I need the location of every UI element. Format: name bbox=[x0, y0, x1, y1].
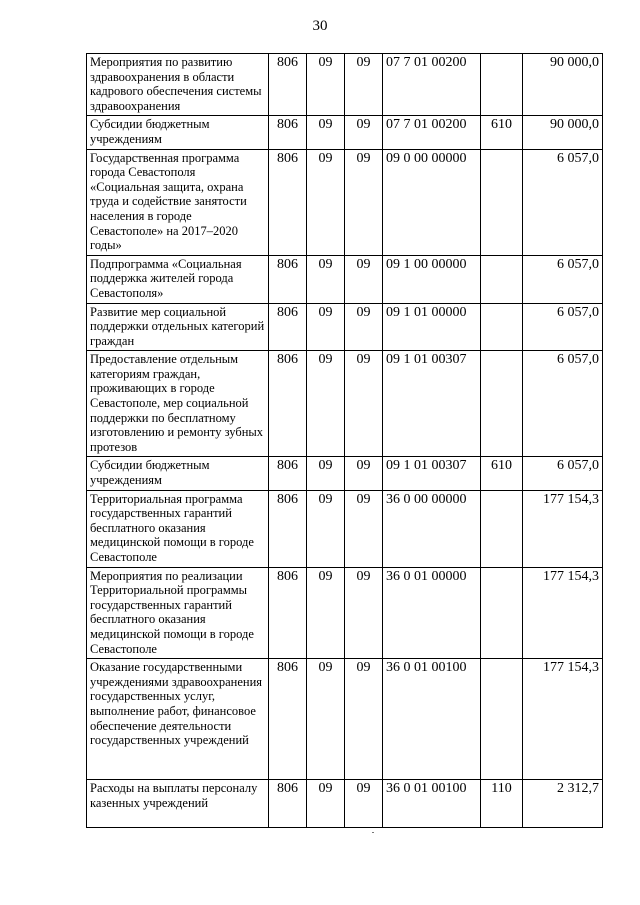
section-code: 09 bbox=[307, 116, 345, 149]
table-row bbox=[87, 303, 603, 351]
subsection-code: 09 bbox=[345, 659, 383, 780]
expense-type-code bbox=[481, 255, 523, 303]
target-code: 09 1 00 00000 bbox=[383, 255, 481, 303]
table-row bbox=[87, 149, 603, 255]
table-row bbox=[87, 116, 603, 149]
section-code: 09 bbox=[307, 255, 345, 303]
target-code: 36 0 01 00000 bbox=[383, 567, 481, 659]
row-name: Подпрограмма «Социальная поддержка жителей города Севастополя» bbox=[87, 255, 269, 303]
table-row bbox=[87, 780, 603, 828]
table-row bbox=[87, 457, 603, 490]
budget-table bbox=[86, 53, 603, 828]
target-code: 07 7 01 00200 bbox=[383, 54, 481, 116]
row-name: Субсидии бюджетным учреждениям bbox=[87, 457, 269, 490]
table-row bbox=[87, 54, 603, 116]
ministry-code: 806 bbox=[269, 116, 307, 149]
ministry-code: 806 bbox=[269, 490, 307, 567]
target-code: 09 1 01 00307 bbox=[383, 351, 481, 457]
section-code: 09 bbox=[307, 149, 345, 255]
subsection-code: 09 bbox=[345, 780, 383, 828]
expense-type-code: 610 bbox=[481, 116, 523, 149]
subsection-code: 09 bbox=[345, 303, 383, 351]
row-name: Государственная программа города Севастополя «Социальная защита, охрана труда и содействие занятости населения в городе Севастополе» на 2017–2020 годы» bbox=[87, 149, 269, 255]
expense-type-code: 110 bbox=[481, 780, 523, 828]
ministry-code: 806 bbox=[269, 659, 307, 780]
amount: 6 057,0 bbox=[523, 149, 603, 255]
amount: 2 312,7 bbox=[523, 780, 603, 828]
ministry-code: 806 bbox=[269, 255, 307, 303]
section-code: 09 bbox=[307, 567, 345, 659]
ministry-code: 806 bbox=[269, 567, 307, 659]
amount: 90 000,0 bbox=[523, 54, 603, 116]
target-code: 36 0 01 00100 bbox=[383, 659, 481, 780]
table-row bbox=[87, 351, 603, 457]
target-code: 09 1 01 00307 bbox=[383, 457, 481, 490]
expense-type-code bbox=[481, 490, 523, 567]
section-code: 09 bbox=[307, 303, 345, 351]
amount: 177 154,3 bbox=[523, 567, 603, 659]
ministry-code: 806 bbox=[269, 351, 307, 457]
subsection-code: 09 bbox=[345, 54, 383, 116]
target-code: 36 0 00 00000 bbox=[383, 490, 481, 567]
amount: 6 057,0 bbox=[523, 303, 603, 351]
scan-speck bbox=[372, 832, 374, 833]
row-name: Развитие мер социальной поддержки отдельных категорий граждан bbox=[87, 303, 269, 351]
subsection-code: 09 bbox=[345, 490, 383, 567]
expense-type-code bbox=[481, 303, 523, 351]
target-code: 09 1 01 00000 bbox=[383, 303, 481, 351]
subsection-code: 09 bbox=[345, 457, 383, 490]
section-code: 09 bbox=[307, 490, 345, 567]
table-row bbox=[87, 567, 603, 659]
target-code: 36 0 01 00100 bbox=[383, 780, 481, 828]
row-name: Оказание государственными учреждениями здравоохранения государственных услуг, выполнение работ, финансовое обеспечение деятельности государственных учреждений bbox=[87, 659, 269, 780]
section-code: 09 bbox=[307, 351, 345, 457]
expense-type-code bbox=[481, 567, 523, 659]
row-name: Мероприятия по реализации Территориальной программы государственных гарантий бесплатного оказания медицинской помощи в городе Севастополе bbox=[87, 567, 269, 659]
amount: 177 154,3 bbox=[523, 490, 603, 567]
expense-type-code bbox=[481, 659, 523, 780]
expense-type-code: 610 bbox=[481, 457, 523, 490]
amount: 6 057,0 bbox=[523, 351, 603, 457]
target-code: 07 7 01 00200 bbox=[383, 116, 481, 149]
ministry-code: 806 bbox=[269, 780, 307, 828]
subsection-code: 09 bbox=[345, 255, 383, 303]
row-name: Мероприятия по развитию здравоохранения в области кадрового обеспечения системы здравоохранения bbox=[87, 54, 269, 116]
expense-type-code bbox=[481, 351, 523, 457]
table-row bbox=[87, 255, 603, 303]
ministry-code: 806 bbox=[269, 303, 307, 351]
subsection-code: 09 bbox=[345, 351, 383, 457]
section-code: 09 bbox=[307, 54, 345, 116]
expense-type-code bbox=[481, 149, 523, 255]
row-name: Территориальная программа государственных гарантий бесплатного оказания медицинской помощи в городе Севастополе bbox=[87, 490, 269, 567]
subsection-code: 09 bbox=[345, 116, 383, 149]
ministry-code: 806 bbox=[269, 54, 307, 116]
target-code: 09 0 00 00000 bbox=[383, 149, 481, 255]
page-number: 30 bbox=[312, 18, 328, 34]
table-row bbox=[87, 490, 603, 567]
amount: 6 057,0 bbox=[523, 255, 603, 303]
row-name: Субсидии бюджетным учреждениям bbox=[87, 116, 269, 149]
row-name: Расходы на выплаты персоналу казенных учреждений bbox=[87, 780, 269, 828]
table-row bbox=[87, 659, 603, 780]
subsection-code: 09 bbox=[345, 567, 383, 659]
amount: 177 154,3 bbox=[523, 659, 603, 780]
section-code: 09 bbox=[307, 780, 345, 828]
amount: 6 057,0 bbox=[523, 457, 603, 490]
row-name: Предоставление отдельным категориям граждан, проживающих в городе Севастополе, мер социальной поддержки по бесплатному изготовлению и ремонту зубных протезов bbox=[87, 351, 269, 457]
subsection-code: 09 bbox=[345, 149, 383, 255]
amount: 90 000,0 bbox=[523, 116, 603, 149]
section-code: 09 bbox=[307, 457, 345, 490]
ministry-code: 806 bbox=[269, 457, 307, 490]
ministry-code: 806 bbox=[269, 149, 307, 255]
section-code: 09 bbox=[307, 659, 345, 780]
expense-type-code bbox=[481, 54, 523, 116]
